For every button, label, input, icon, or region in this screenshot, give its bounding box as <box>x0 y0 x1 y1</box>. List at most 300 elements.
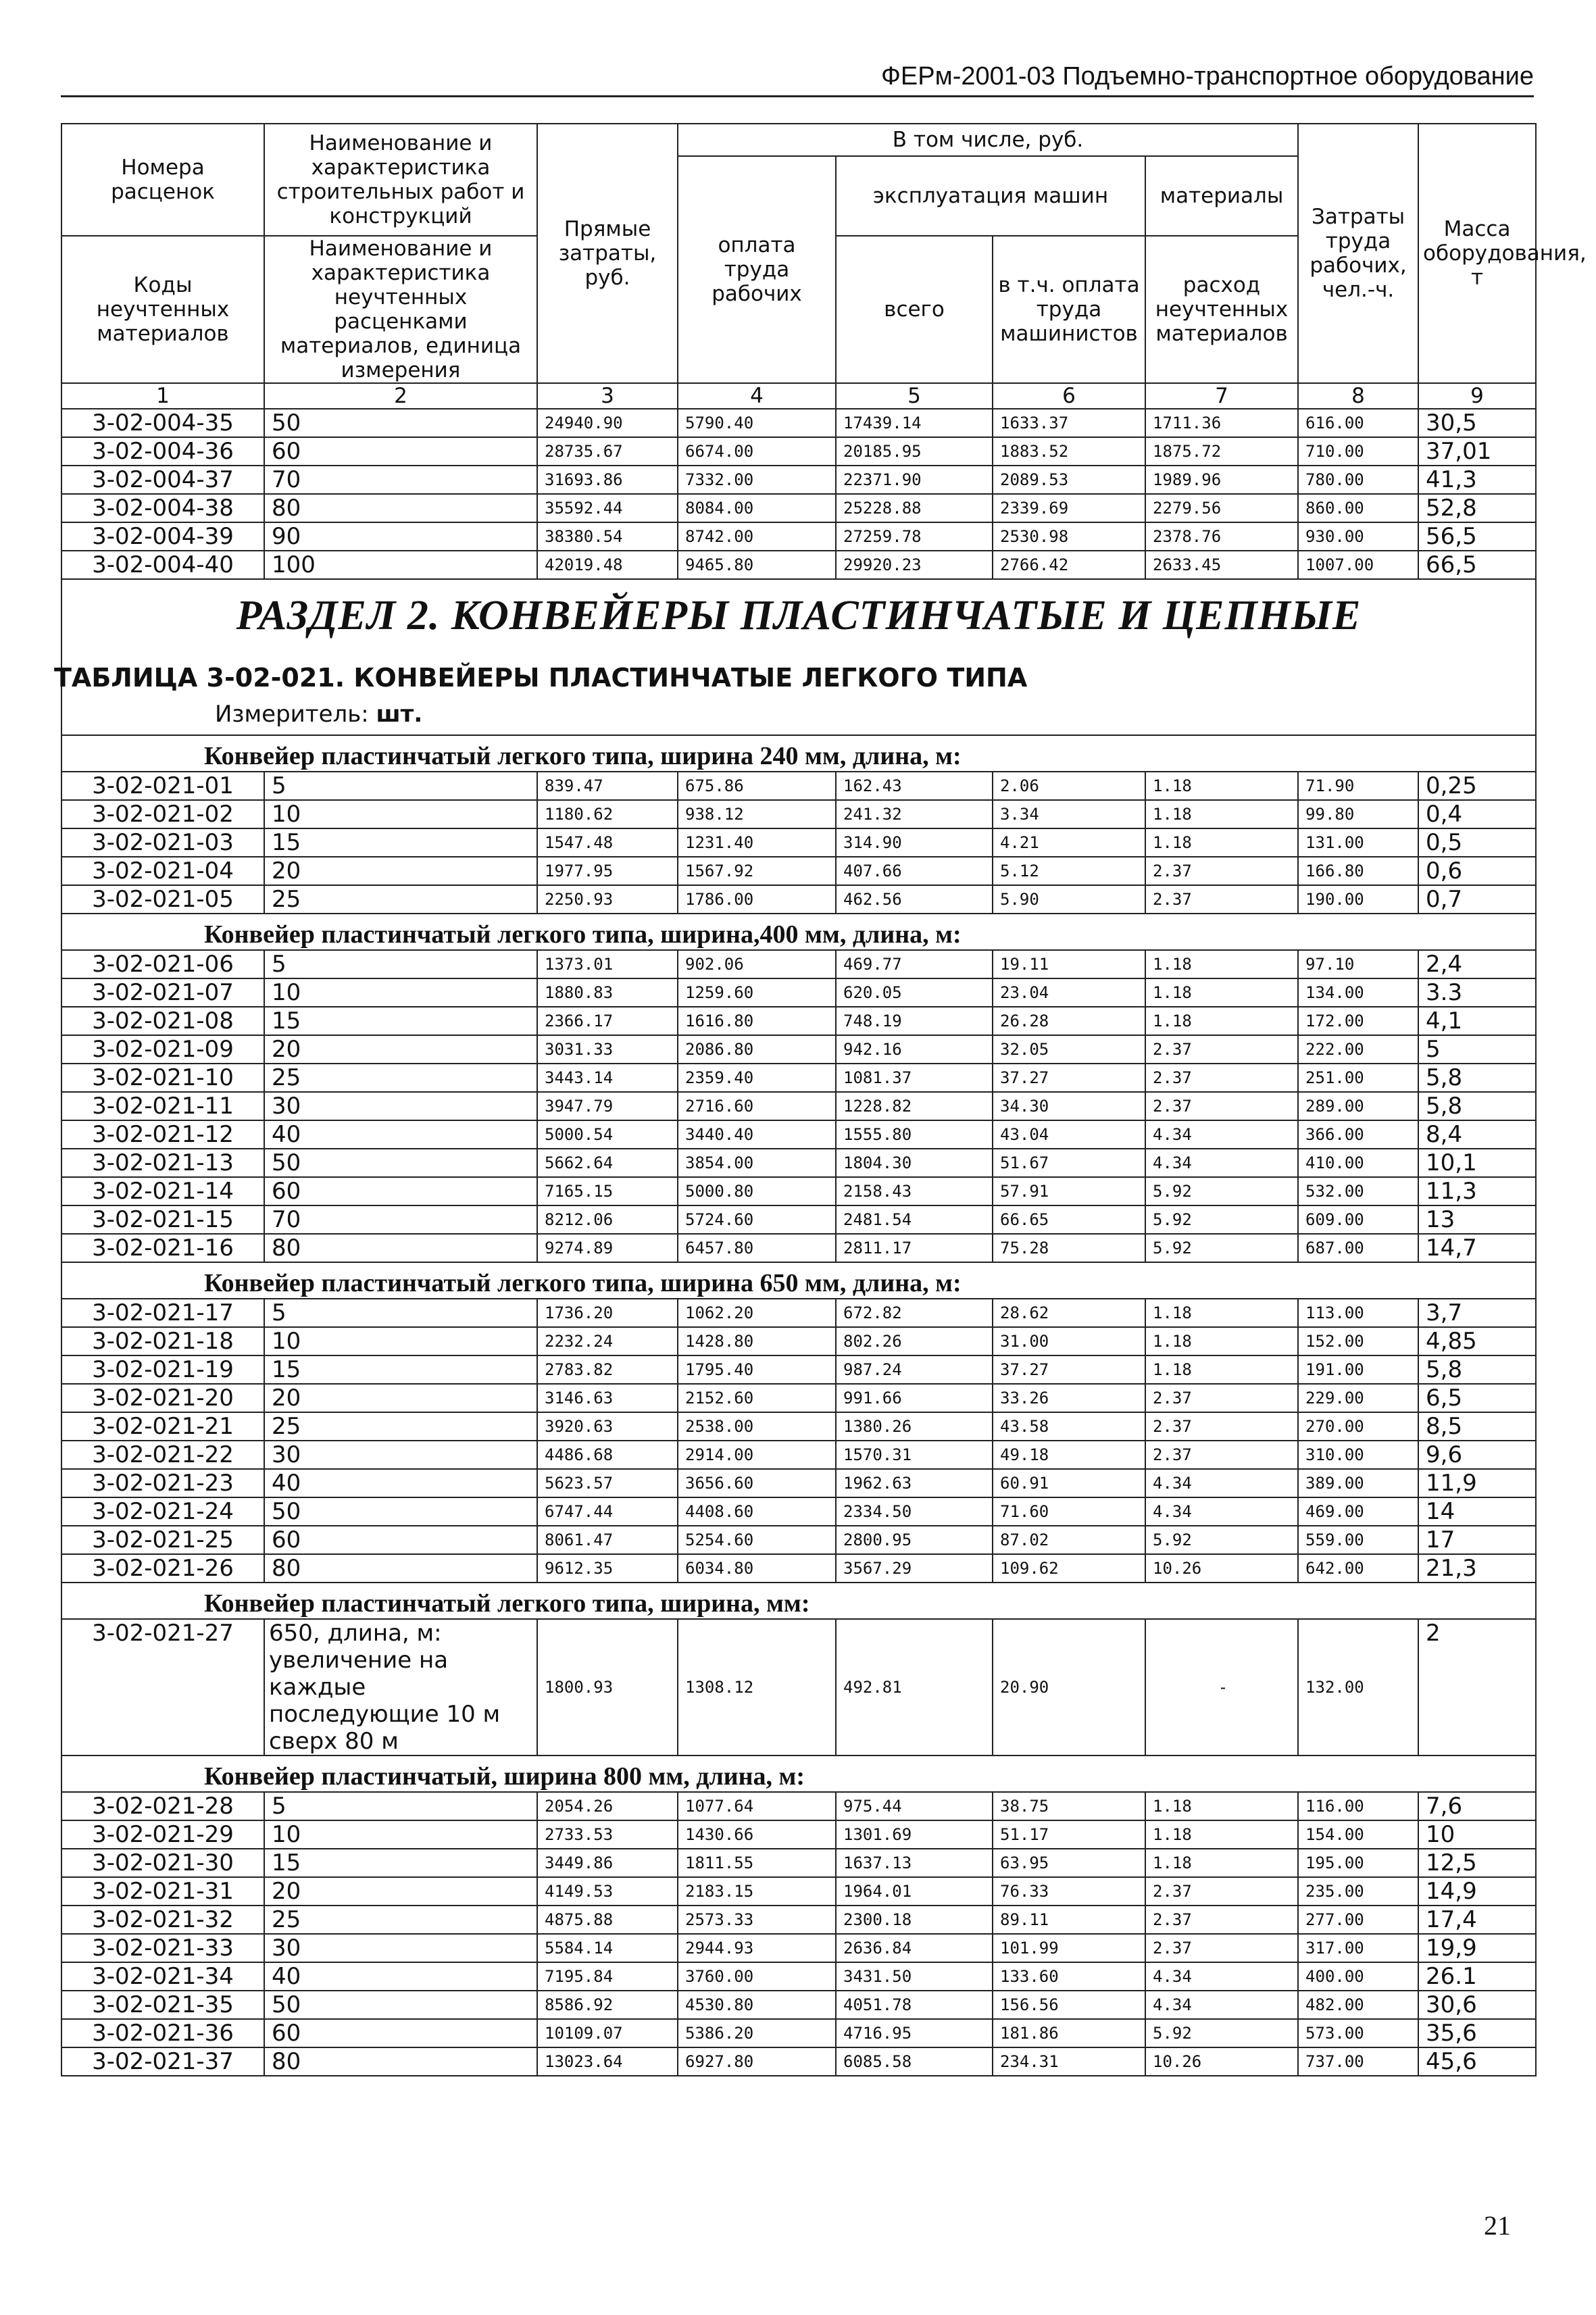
materials: 10.26 <box>1145 2047 1298 2076</box>
mass: 35,6 <box>1418 2019 1536 2047</box>
direct-cost: 3146.63 <box>537 1384 678 1412</box>
rate-description: 650, длина, м: увеличение на каждые последующие 10 м сверх 80 м <box>264 1619 537 1756</box>
wages: 3440.40 <box>678 1120 836 1149</box>
table-row <box>61 1327 1536 1355</box>
materials: 1711.36 <box>1145 409 1298 437</box>
machines-total: 3567.29 <box>836 1554 993 1583</box>
machinist-wages: 89.11 <box>993 1906 1145 1934</box>
machines-total: 469.77 <box>836 950 993 978</box>
machines-total: 17439.14 <box>836 409 993 437</box>
machinist-wages: 71.60 <box>993 1497 1145 1526</box>
materials: 4.34 <box>1145 1991 1298 2019</box>
machines-total: 22371.90 <box>836 466 993 494</box>
table-row <box>61 828 1536 857</box>
labor: 132.00 <box>1298 1619 1418 1756</box>
machines-total: 1570.31 <box>836 1441 993 1469</box>
mass: 4,1 <box>1418 1007 1536 1035</box>
table-row <box>61 1092 1536 1120</box>
measure-line <box>62 693 1535 735</box>
machines-total: 3431.50 <box>836 1962 993 1991</box>
table-row <box>61 1177 1536 1205</box>
materials: 2279.56 <box>1145 494 1298 522</box>
direct-cost: 1373.01 <box>537 950 678 978</box>
size: 30 <box>264 1441 537 1469</box>
machinist-wages: 57.91 <box>993 1177 1145 1205</box>
table-row <box>61 1205 1536 1234</box>
wages: 2716.60 <box>678 1092 836 1120</box>
machinist-wages: 34.30 <box>993 1092 1145 1120</box>
machinist-wages: 38.75 <box>993 1792 1145 1820</box>
machines-total: 1228.82 <box>836 1092 993 1120</box>
col-number: 9 <box>1418 383 1536 409</box>
rate-code: 3-02-021-19 <box>61 1355 264 1384</box>
materials: 5.92 <box>1145 2019 1298 2047</box>
labor: 289.00 <box>1298 1092 1418 1120</box>
wages: 4530.80 <box>678 1991 836 2019</box>
group-title: Конвейер пластинчатый легкого типа, ширина 650 мм, длина, м: <box>61 1262 1536 1299</box>
wages: 2914.00 <box>678 1441 836 1469</box>
direct-cost: 3031.33 <box>537 1035 678 1064</box>
table-row <box>61 1991 1536 2019</box>
machines-total: 2811.17 <box>836 1234 993 1262</box>
materials: 1.18 <box>1145 772 1298 800</box>
machines-total: 25228.88 <box>836 494 993 522</box>
rate-code: 3-02-021-37 <box>61 2047 264 2076</box>
machinist-wages: 2089.53 <box>993 466 1145 494</box>
labor: 166.80 <box>1298 857 1418 885</box>
machines-total: 672.82 <box>836 1299 993 1327</box>
materials: 1.18 <box>1145 1792 1298 1820</box>
size: 20 <box>264 1384 537 1412</box>
rate-code: 3-02-004-37 <box>61 466 264 494</box>
mass: 17 <box>1418 1526 1536 1554</box>
rate-code: 3-02-021-23 <box>61 1469 264 1497</box>
col-name-top: Наименование и характеристика строительных работ и конструкций <box>264 124 537 236</box>
machinist-wages: 75.28 <box>993 1234 1145 1262</box>
machines-total: 6085.58 <box>836 2047 993 2076</box>
rate-code: 3-02-021-25 <box>61 1526 264 1554</box>
mass: 3,7 <box>1418 1299 1536 1327</box>
mass: 4,85 <box>1418 1327 1536 1355</box>
direct-cost: 9274.89 <box>537 1234 678 1262</box>
mass: 45,6 <box>1418 2047 1536 2076</box>
machinist-wages: 37.27 <box>993 1355 1145 1384</box>
table-row <box>61 1820 1536 1849</box>
materials: 2.37 <box>1145 885 1298 914</box>
labor: 229.00 <box>1298 1384 1418 1412</box>
materials: 1989.96 <box>1145 466 1298 494</box>
materials: 1.18 <box>1145 1820 1298 1849</box>
machines-total: 4051.78 <box>836 1991 993 2019</box>
wages: 1062.20 <box>678 1299 836 1327</box>
materials: 4.34 <box>1145 1149 1298 1177</box>
table-row <box>61 1007 1536 1035</box>
group-title: Конвейер пластинчатый легкого типа, ширина,400 мм, длина, м: <box>61 914 1536 950</box>
labor: 191.00 <box>1298 1355 1418 1384</box>
size: 50 <box>264 1991 537 2019</box>
rate-code: 3-02-021-11 <box>61 1092 264 1120</box>
mass: 11,3 <box>1418 1177 1536 1205</box>
col-materials: материалы <box>1145 156 1298 236</box>
labor: 195.00 <box>1298 1849 1418 1877</box>
rows-top <box>61 409 1536 579</box>
col-number: 7 <box>1145 383 1298 409</box>
wages: 902.06 <box>678 950 836 978</box>
mass: 9,6 <box>1418 1441 1536 1469</box>
table-row <box>61 1299 1536 1327</box>
mass: 8,5 <box>1418 1412 1536 1441</box>
wages: 1428.80 <box>678 1327 836 1355</box>
direct-cost: 8586.92 <box>537 1991 678 2019</box>
table-row <box>61 1149 1536 1177</box>
wages: 9465.80 <box>678 551 836 579</box>
materials: 4.34 <box>1145 1962 1298 1991</box>
wages: 4408.60 <box>678 1497 836 1526</box>
size: 15 <box>264 1007 537 1035</box>
table-row <box>61 1234 1536 1262</box>
machinist-wages: 1633.37 <box>993 409 1145 437</box>
size: 60 <box>264 437 537 466</box>
table-row <box>61 1554 1536 1583</box>
materials: 1.18 <box>1145 828 1298 857</box>
mass: 17,4 <box>1418 1906 1536 1934</box>
materials: 1.18 <box>1145 1355 1298 1384</box>
col-number: 8 <box>1298 383 1418 409</box>
machines-total: 620.05 <box>836 978 993 1007</box>
rate-code: 3-02-021-15 <box>61 1205 264 1234</box>
machinist-wages: 31.00 <box>993 1327 1145 1355</box>
machinist-wages: 26.28 <box>993 1007 1145 1035</box>
size: 30 <box>264 1934 537 1962</box>
labor: 400.00 <box>1298 1962 1418 1991</box>
machinist-wages: 28.62 <box>993 1299 1145 1327</box>
wages: 3760.00 <box>678 1962 836 1991</box>
mass: 52,8 <box>1418 494 1536 522</box>
direct-cost: 5584.14 <box>537 1934 678 1962</box>
wages: 938.12 <box>678 800 836 828</box>
size: 15 <box>264 828 537 857</box>
mass: 7,6 <box>1418 1792 1536 1820</box>
size: 25 <box>264 1906 537 1934</box>
table-row <box>61 800 1536 828</box>
rate-code: 3-02-021-20 <box>61 1384 264 1412</box>
materials: 2.37 <box>1145 857 1298 885</box>
rate-code: 3-02-021-26 <box>61 1554 264 1583</box>
machinist-wages: 43.04 <box>993 1120 1145 1149</box>
machines-total: 1301.69 <box>836 1820 993 1849</box>
table-row <box>61 1526 1536 1554</box>
direct-cost: 35592.44 <box>537 494 678 522</box>
wages: 2944.93 <box>678 1934 836 1962</box>
rate-code: 3-02-021-03 <box>61 828 264 857</box>
labor: 152.00 <box>1298 1327 1418 1355</box>
mass: 41,3 <box>1418 466 1536 494</box>
table-row <box>61 1849 1536 1877</box>
rate-code: 3-02-021-01 <box>61 772 264 800</box>
materials: 2.37 <box>1145 1934 1298 1962</box>
direct-cost: 28735.67 <box>537 437 678 466</box>
materials: 1875.72 <box>1145 437 1298 466</box>
labor: 270.00 <box>1298 1412 1418 1441</box>
direct-cost: 5623.57 <box>537 1469 678 1497</box>
machinist-wages: 156.56 <box>993 1991 1145 2019</box>
machines-total: 975.44 <box>836 1792 993 1820</box>
machines-total: 4716.95 <box>836 2019 993 2047</box>
size: 30 <box>264 1092 537 1120</box>
machines-total: 29920.23 <box>836 551 993 579</box>
wages: 1795.40 <box>678 1355 836 1384</box>
labor: 559.00 <box>1298 1526 1418 1554</box>
labor: 737.00 <box>1298 2047 1418 2076</box>
rate-code: 3-02-004-36 <box>61 437 264 466</box>
col-labor: Затраты труда рабочих, чел.-ч. <box>1298 124 1418 383</box>
table-row <box>61 1120 1536 1149</box>
direct-cost: 3947.79 <box>537 1092 678 1120</box>
size: 60 <box>264 2019 537 2047</box>
group1-rows <box>61 772 1536 914</box>
direct-cost: 3449.86 <box>537 1849 678 1877</box>
mass: 3.3 <box>1418 978 1536 1007</box>
rate-code: 3-02-021-36 <box>61 2019 264 2047</box>
rate-code: 3-02-021-16 <box>61 1234 264 1262</box>
wages: 3854.00 <box>678 1149 836 1177</box>
col-unaccounted: расход неучтенных материалов <box>1145 236 1298 383</box>
labor: 616.00 <box>1298 409 1418 437</box>
direct-cost: 4875.88 <box>537 1906 678 1934</box>
rate-code: 3-02-021-13 <box>61 1149 264 1177</box>
col-number: 2 <box>264 383 537 409</box>
size: 90 <box>264 522 537 551</box>
machinist-wages: 20.90 <box>993 1619 1145 1756</box>
mass: 5 <box>1418 1035 1536 1064</box>
machinist-wages: 234.31 <box>993 2047 1145 2076</box>
materials: 4.34 <box>1145 1469 1298 1497</box>
rate-code: 3-02-021-10 <box>61 1064 264 1092</box>
rate-code: 3-02-021-27 <box>61 1619 264 1756</box>
labor: 251.00 <box>1298 1064 1418 1092</box>
direct-cost: 6747.44 <box>537 1497 678 1526</box>
materials: 1.18 <box>1145 1327 1298 1355</box>
wages: 1786.00 <box>678 885 836 914</box>
col-incl-wages: в т.ч. оплата труда машинистов <box>993 236 1145 383</box>
wages: 1077.64 <box>678 1792 836 1820</box>
rate-code: 3-02-021-30 <box>61 1849 264 1877</box>
table-row <box>61 2047 1536 2076</box>
rate-code: 3-02-021-22 <box>61 1441 264 1469</box>
size: 50 <box>264 409 537 437</box>
direct-cost: 7165.15 <box>537 1177 678 1205</box>
size: 40 <box>264 1962 537 1991</box>
machinist-wages: 33.26 <box>993 1384 1145 1412</box>
machines-total: 492.81 <box>836 1619 993 1756</box>
materials: 1.18 <box>1145 1299 1298 1327</box>
machinist-wages: 60.91 <box>993 1469 1145 1497</box>
materials: 5.92 <box>1145 1526 1298 1554</box>
table-row <box>61 1934 1536 1962</box>
materials: - <box>1145 1619 1298 1756</box>
size: 40 <box>264 1120 537 1149</box>
mass: 56,5 <box>1418 522 1536 551</box>
mass: 14,7 <box>1418 1234 1536 1262</box>
size: 5 <box>264 1792 537 1820</box>
machines-total: 2300.18 <box>836 1906 993 1934</box>
table-row <box>61 1384 1536 1412</box>
mass: 14,9 <box>1418 1877 1536 1906</box>
running-header: ФЕРм-2001-03 Подъемно-транспортное оборудование <box>61 62 1534 97</box>
direct-cost: 5662.64 <box>537 1149 678 1177</box>
mass: 2,4 <box>1418 950 1536 978</box>
machinist-wages: 181.86 <box>993 2019 1145 2047</box>
machines-total: 407.66 <box>836 857 993 885</box>
rate-code: 3-02-021-02 <box>61 800 264 828</box>
table-row <box>61 1412 1536 1441</box>
machines-total: 241.32 <box>836 800 993 828</box>
labor: 277.00 <box>1298 1906 1418 1934</box>
col-mass: Масса оборудования, т <box>1418 124 1536 383</box>
size: 20 <box>264 1877 537 1906</box>
wages: 2359.40 <box>678 1064 836 1092</box>
machines-total: 991.66 <box>836 1384 993 1412</box>
size: 10 <box>264 1820 537 1849</box>
table-row <box>61 494 1536 522</box>
table-title: ТАБЛИЦА 3-02-021. КОНВЕЙЕРЫ ПЛАСТИНЧАТЫЕ ЛЕГКОГО ТИПА <box>54 663 1028 693</box>
wages: 1811.55 <box>678 1849 836 1877</box>
column-numbers <box>61 383 1536 409</box>
wages: 6927.80 <box>678 2047 836 2076</box>
table-row <box>61 1355 1536 1384</box>
size: 20 <box>264 857 537 885</box>
size: 60 <box>264 1526 537 1554</box>
table-row <box>61 1064 1536 1092</box>
machinist-wages: 23.04 <box>993 978 1145 1007</box>
size: 25 <box>264 885 537 914</box>
measure-label: Измеритель: <box>215 701 369 728</box>
machines-total: 802.26 <box>836 1327 993 1355</box>
wages: 1231.40 <box>678 828 836 857</box>
mass: 30,5 <box>1418 409 1536 437</box>
materials: 1.18 <box>1145 1849 1298 1877</box>
direct-cost: 2232.24 <box>537 1327 678 1355</box>
mass: 19,9 <box>1418 1934 1536 1962</box>
materials: 2.37 <box>1145 1906 1298 1934</box>
table-row <box>61 409 1536 437</box>
mass: 5,8 <box>1418 1092 1536 1120</box>
labor: 113.00 <box>1298 1299 1418 1327</box>
wages: 5254.60 <box>678 1526 836 1554</box>
rate-code: 3-02-021-05 <box>61 885 264 914</box>
rate-code: 3-02-021-35 <box>61 1991 264 2019</box>
labor: 222.00 <box>1298 1035 1418 1064</box>
machinist-wages: 37.27 <box>993 1064 1145 1092</box>
labor: 154.00 <box>1298 1820 1418 1849</box>
labor: 134.00 <box>1298 978 1418 1007</box>
direct-cost: 1800.93 <box>537 1619 678 1756</box>
mass: 14 <box>1418 1497 1536 1526</box>
direct-cost: 1180.62 <box>537 800 678 828</box>
machinist-wages: 76.33 <box>993 1877 1145 1906</box>
machines-total: 2334.50 <box>836 1497 993 1526</box>
wages: 2538.00 <box>678 1412 836 1441</box>
wages: 1616.80 <box>678 1007 836 1035</box>
group-title: Конвейер пластинчатый, ширина 800 мм, длина, м: <box>61 1756 1536 1792</box>
materials: 4.34 <box>1145 1120 1298 1149</box>
direct-cost: 8061.47 <box>537 1526 678 1554</box>
direct-cost: 2250.93 <box>537 885 678 914</box>
wages: 2152.60 <box>678 1384 836 1412</box>
group3-rows <box>61 1299 1536 1583</box>
wages: 5724.60 <box>678 1205 836 1234</box>
table-row <box>61 437 1536 466</box>
labor: 469.00 <box>1298 1497 1418 1526</box>
table-row <box>61 1469 1536 1497</box>
machines-total: 162.43 <box>836 772 993 800</box>
machines-total: 748.19 <box>836 1007 993 1035</box>
wages: 8084.00 <box>678 494 836 522</box>
machines-total: 2158.43 <box>836 1177 993 1205</box>
wages: 6674.00 <box>678 437 836 466</box>
labor: 366.00 <box>1298 1120 1418 1149</box>
materials: 1.18 <box>1145 800 1298 828</box>
machinist-wages: 63.95 <box>993 1849 1145 1877</box>
size: 70 <box>264 1205 537 1234</box>
mass: 10 <box>1418 1820 1536 1849</box>
rate-code: 3-02-021-29 <box>61 1820 264 1849</box>
size: 40 <box>264 1469 537 1497</box>
materials: 2.37 <box>1145 1064 1298 1092</box>
rate-code: 3-02-021-18 <box>61 1327 264 1355</box>
direct-cost: 38380.54 <box>537 522 678 551</box>
direct-cost: 10109.07 <box>537 2019 678 2047</box>
mass: 66,5 <box>1418 551 1536 579</box>
labor: 642.00 <box>1298 1554 1418 1583</box>
materials: 5.92 <box>1145 1177 1298 1205</box>
table-row <box>61 1877 1536 1906</box>
machines-total: 942.16 <box>836 1035 993 1064</box>
direct-cost: 2733.53 <box>537 1820 678 1849</box>
size: 10 <box>264 1327 537 1355</box>
labor: 317.00 <box>1298 1934 1418 1962</box>
direct-cost: 3443.14 <box>537 1064 678 1092</box>
labor: 116.00 <box>1298 1792 1418 1820</box>
rate-code: 3-02-021-08 <box>61 1007 264 1035</box>
wages: 1430.66 <box>678 1820 836 1849</box>
size: 80 <box>264 1554 537 1583</box>
machines-total: 462.56 <box>836 885 993 914</box>
size: 100 <box>264 551 537 579</box>
rate-code: 3-02-021-06 <box>61 950 264 978</box>
machines-total: 2800.95 <box>836 1526 993 1554</box>
page-number: 21 <box>1484 2210 1511 2241</box>
direct-cost: 24940.90 <box>537 409 678 437</box>
mass: 0,4 <box>1418 800 1536 828</box>
col-direct: Прямые затраты, руб. <box>537 124 678 383</box>
materials: 2.37 <box>1145 1092 1298 1120</box>
size: 10 <box>264 978 537 1007</box>
machines-total: 2481.54 <box>836 1205 993 1234</box>
rate-code: 3-02-021-34 <box>61 1962 264 1991</box>
col-wages: оплата труда рабочих <box>678 156 836 383</box>
rate-code: 3-02-021-33 <box>61 1934 264 1962</box>
col-codes-bottom: Коды неучтенных материалов <box>61 236 264 383</box>
labor: 71.90 <box>1298 772 1418 800</box>
table-row <box>61 522 1536 551</box>
direct-cost: 1880.83 <box>537 978 678 1007</box>
size: 5 <box>264 1299 537 1327</box>
direct-cost: 839.47 <box>537 772 678 800</box>
machines-total: 1964.01 <box>836 1877 993 1906</box>
group5-rows <box>61 1792 1536 2076</box>
section-title: РАЗДЕЛ 2. КОНВЕЙЕРЫ ПЛАСТИНЧАТЫЕ И ЦЕПНЫЕ <box>236 593 1362 639</box>
